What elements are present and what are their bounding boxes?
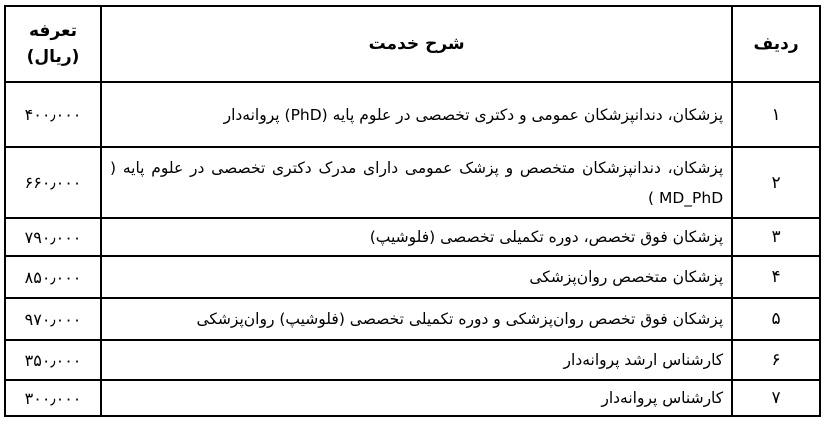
service-description: پزشکان متخصص روان‌پزشکی (101, 256, 732, 298)
fee-amount: ۸۵۰٫۰۰۰ (5, 256, 101, 298)
row-number: ۴ (732, 256, 820, 298)
table-row (5, 218, 820, 256)
service-description: پزشکان فوق تخصص، دوره تکمیلی تخصصی (فلوشیپ) (101, 218, 732, 256)
fee-amount: ۶۶۰٫۰۰۰ (5, 147, 101, 218)
fee-amount: ۳۵۰٫۰۰۰ (5, 340, 101, 380)
header-fee-unit: (ریال) (26, 47, 80, 67)
service-description: پزشکان، دندانپزشکان متخصص و پزشک عمومی دارای مدرک دکتری تخصصی در علوم پایه ( MD_PhD ) (101, 147, 732, 218)
table-row (5, 147, 820, 218)
header-row-number: ردیف (732, 6, 820, 82)
table-row (5, 340, 820, 380)
table-header (5, 6, 820, 82)
header-fee-title: تعرفه (29, 21, 77, 41)
table-row (5, 256, 820, 298)
tariff-table-container (4, 5, 821, 417)
table-body (5, 82, 820, 416)
header-description: شرح خدمت (101, 6, 732, 82)
row-number: ۷ (732, 380, 820, 416)
service-description: کارشناس پروانه‌دار (101, 380, 732, 416)
fee-amount: ۹۷۰٫۰۰۰ (5, 298, 101, 340)
service-description: کارشناس ارشد پروانه‌دار (101, 340, 732, 380)
row-number: ۶ (732, 340, 820, 380)
service-description: پزشکان فوق تخصص روان‌پزشکی و دوره تکمیلی تخصصی (فلوشیپ) روان‌پزشکی (101, 298, 732, 340)
table-row (5, 380, 820, 416)
table-row (5, 82, 820, 147)
header-fee (5, 6, 101, 82)
table-row (5, 298, 820, 340)
fee-amount: ۳۰۰٫۰۰۰ (5, 380, 101, 416)
fee-amount: ۴۰۰٫۰۰۰ (5, 82, 101, 147)
row-number: ۱ (732, 82, 820, 147)
tariff-table (4, 5, 821, 417)
row-number: ۲ (732, 147, 820, 218)
row-number: ۳ (732, 218, 820, 256)
service-description: پزشکان، دندانپزشکان عمومی و دکتری تخصصی در علوم پایه (PhD) پروانه‌دار (101, 82, 732, 147)
fee-amount: ۷۹۰٫۰۰۰ (5, 218, 101, 256)
header-row (5, 6, 820, 82)
row-number: ۵ (732, 298, 820, 340)
